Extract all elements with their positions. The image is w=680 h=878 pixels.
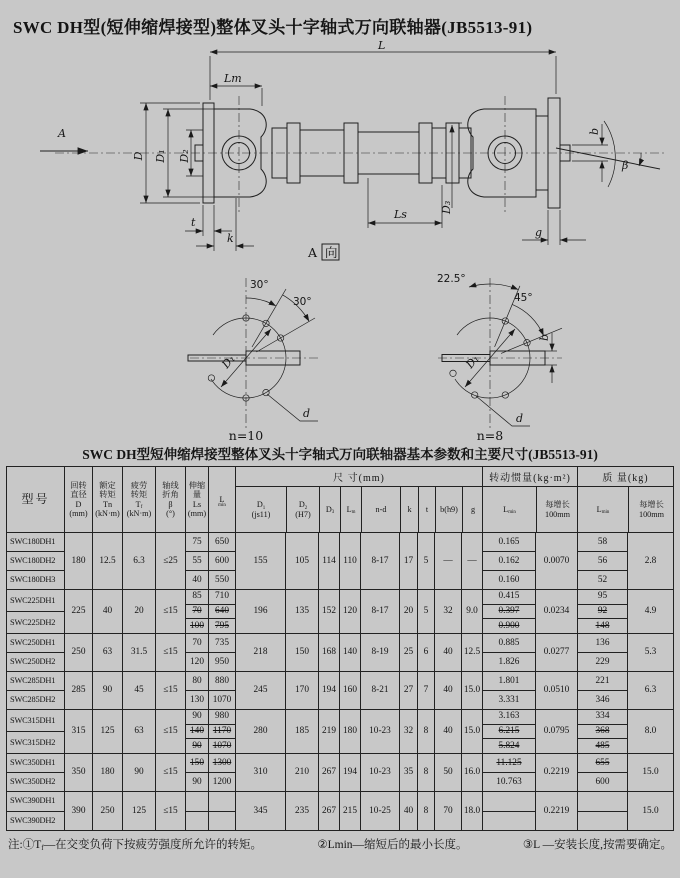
cell-Lm: 160 [339, 672, 360, 709]
cell-beta: ≤15 [155, 590, 185, 633]
col-j [482, 754, 535, 791]
cell-m100: 5.3 [627, 634, 673, 671]
sub-value: 56 [578, 551, 627, 570]
cell-g: 15.0 [461, 672, 482, 709]
sub-value: 0.885 [498, 637, 520, 648]
col-m [577, 710, 627, 753]
note-item: ③L —安装长度,按需要确定。 [522, 839, 672, 851]
cell-b: 70 [434, 792, 461, 830]
table-block [7, 634, 673, 672]
cell-b: — [434, 533, 461, 589]
cell-beta: ≤15 [155, 710, 185, 753]
sub-value: 600 [578, 772, 627, 791]
col-header: $D_1$ (js11) [251, 500, 271, 519]
col-ls [185, 533, 208, 589]
sub-value: 0.397 [483, 604, 535, 619]
cell-j100: 0.2219 [535, 754, 577, 791]
size-group [235, 467, 482, 532]
col-header: t [418, 487, 435, 532]
sub-value: 1.826 [483, 652, 535, 671]
sub-value: 90 [192, 711, 202, 722]
bolt-hole-d-label: d [303, 407, 311, 420]
sub-value: 710 [215, 591, 229, 602]
cell-D1: 280 [235, 710, 285, 753]
bolt-circle-detail-n10 [188, 278, 318, 442]
col-m [577, 590, 627, 633]
cell-m100: 6.3 [627, 672, 673, 709]
col-m [577, 672, 627, 709]
cell-D3: 267 [318, 792, 339, 830]
sub-value: 950 [209, 652, 235, 671]
col-ls [185, 672, 208, 709]
angle-45-label: 45° [514, 292, 533, 304]
col-lmin [208, 754, 235, 791]
footnote [0, 831, 680, 852]
model-name: SWC250DH1 [10, 638, 56, 648]
sub-value: 0.165 [498, 536, 520, 547]
sub-value: 130 [186, 690, 208, 709]
table-block [7, 672, 673, 710]
sub-value: 550 [209, 570, 235, 589]
cell-j100: 0.0795 [535, 710, 577, 753]
cell-D3: 168 [318, 634, 339, 671]
cell-j100: 0.0510 [535, 672, 577, 709]
cell-nd: 10-23 [360, 710, 399, 753]
sub-value: 368 [578, 724, 627, 739]
page-title: SWC DH型(短伸缩焊接型)整体叉头十字轴式万向联轴器(JB5513-91) [13, 18, 533, 37]
cell-D2: 135 [285, 590, 318, 633]
table-block [7, 533, 673, 590]
cell-t: 5 [417, 590, 434, 633]
sub-value: 346 [578, 690, 627, 709]
sub-value: 0.160 [483, 570, 535, 589]
cell-j100: 0.0070 [535, 533, 577, 589]
cell-D1: 310 [235, 754, 285, 791]
col-ls [185, 590, 208, 633]
cell-D2: 170 [285, 672, 318, 709]
sub-value: 85 [192, 591, 202, 602]
cell-D1: 345 [235, 792, 285, 830]
col-lmin [208, 792, 235, 830]
cell-k: 20 [399, 590, 417, 633]
cell-D: 350 [64, 754, 92, 791]
cell-j100: 0.0234 [535, 590, 577, 633]
col-m [577, 792, 627, 830]
sub-value [483, 792, 535, 811]
cell-beta: ≤25 [155, 533, 185, 589]
cell-D3: 152 [318, 590, 339, 633]
view-caption-xiang: 向 [325, 245, 338, 260]
sub-value: 1.801 [498, 675, 520, 686]
cell-nd: 8-17 [360, 590, 399, 633]
model-col [7, 792, 64, 830]
cell-D: 390 [64, 792, 92, 830]
cell-k: 40 [399, 792, 417, 830]
col-header: $L_{min}$ [596, 504, 610, 516]
cell-m100: 15.0 [627, 792, 673, 830]
sub-value [483, 811, 535, 831]
cell-D2: 105 [285, 533, 318, 589]
col-ls [185, 792, 208, 830]
cell-nd: 10-23 [360, 754, 399, 791]
sub-value: 95 [597, 591, 608, 602]
dim-b-label: b [588, 127, 601, 135]
cell-m100: 15.0 [627, 754, 673, 791]
view-caption-A: A [308, 245, 318, 260]
sub-value: 92 [578, 604, 627, 619]
cell-t: 6 [417, 634, 434, 671]
sub-value: 1070 [209, 690, 235, 709]
cell-Tn: 250 [92, 792, 122, 830]
bolt-count-n10: n=10 [228, 428, 264, 442]
dim-D-label: D [132, 151, 145, 161]
angle-30-1-label: 30° [250, 279, 269, 291]
cell-D: 250 [64, 634, 92, 671]
sub-value [186, 811, 208, 831]
dimensions [40, 39, 641, 260]
cell-D1: 218 [235, 634, 285, 671]
col-m [577, 533, 627, 589]
cell-Tf: 31.5 [122, 634, 155, 671]
cell-nd: 8-21 [360, 672, 399, 709]
cell-D3: 219 [318, 710, 339, 753]
col-header: $D_3$ [319, 487, 340, 532]
cell-D2: 210 [285, 754, 318, 791]
cell-D: 180 [64, 533, 92, 589]
col-j [482, 533, 535, 589]
col-header: b(h9) [435, 487, 462, 532]
sub-value: 229 [578, 652, 627, 671]
model-name: SWC390DH2 [7, 811, 64, 831]
cell-D3: 194 [318, 672, 339, 709]
col-j [482, 672, 535, 709]
dim-Lm-label: Lm [224, 72, 242, 85]
col-header: 回转 直径 D (mm) [64, 467, 92, 532]
cell-t: 5 [417, 533, 434, 589]
col-header: n-d [361, 487, 400, 532]
cell-D1: 245 [235, 672, 285, 709]
cell-D3: 267 [318, 754, 339, 791]
model-col [7, 754, 64, 791]
col-header-lmin: L $_{min}$ [208, 467, 235, 532]
model-name: SWC225DH1 [10, 595, 56, 605]
dim-g-label: g [535, 226, 543, 239]
cell-t: 8 [417, 792, 434, 830]
col-ls [185, 710, 208, 753]
sub-value: 1200 [209, 772, 235, 791]
table-block [7, 710, 673, 754]
sub-value: 11.125 [496, 757, 522, 768]
cell-nd: 10-25 [360, 792, 399, 830]
cell-m100: 8.0 [627, 710, 673, 753]
cell-Tf: 125 [122, 792, 155, 830]
sub-value: 334 [595, 711, 610, 722]
col-header: 伸缩 量 Ls (mm) [185, 467, 208, 532]
cell-g: 16.0 [461, 754, 482, 791]
sub-value [209, 792, 235, 811]
cell-g: 12.5 [461, 634, 482, 671]
col-header: 轴线 折角 β (°) [155, 467, 185, 532]
sub-value: 735 [215, 637, 229, 648]
cell-D: 315 [64, 710, 92, 753]
sub-value: 600 [209, 551, 235, 570]
sub-value: 0.900 [483, 618, 535, 633]
sub-value: 150 [190, 757, 204, 768]
cell-b: 32 [434, 590, 461, 633]
cell-g: 9.0 [461, 590, 482, 633]
model-name: SWC180DH3 [7, 570, 64, 589]
sub-value: 1170 [209, 724, 235, 739]
model-name: SWC225DH2 [7, 611, 64, 633]
angle-225-label: 22.5° [437, 273, 466, 285]
sub-value [578, 792, 627, 811]
col-ls [185, 754, 208, 791]
col-lmin [208, 533, 235, 589]
col-m [577, 754, 627, 791]
cell-k: 35 [399, 754, 417, 791]
cell-b: 50 [434, 754, 461, 791]
col-m [577, 634, 627, 671]
cell-Tn: 12.5 [92, 533, 122, 589]
sub-value: 40 [186, 570, 208, 589]
cell-beta: ≤15 [155, 634, 185, 671]
model-name: SWC350DH2 [7, 772, 64, 791]
col-j [482, 710, 535, 753]
dim-L-label: L [378, 39, 386, 52]
bolt-circle-D1-label: D₁ [463, 352, 482, 371]
articulation-line [556, 148, 660, 169]
cell-k: 25 [399, 634, 417, 671]
table-header [7, 467, 673, 533]
dim-D2-label: D₂ [178, 149, 191, 163]
table-block [7, 754, 673, 792]
dim-t-label: t [191, 216, 196, 229]
model-col [7, 710, 64, 753]
model-name: SWC315DH1 [10, 715, 56, 725]
bolt-circle-D1-label: D₁ [219, 352, 238, 371]
col-header: $L_{min}$ [503, 504, 516, 516]
sub-value: 650 [215, 536, 229, 547]
cell-Tf: 45 [122, 672, 155, 709]
table-block [7, 792, 673, 830]
sub-value [209, 811, 235, 831]
cell-Lm: 194 [339, 754, 360, 791]
cell-Tn: 180 [92, 754, 122, 791]
bolt-hole-d-label: d [516, 412, 524, 425]
dim-D3-label: D₃ [440, 200, 453, 214]
col-lmin [208, 590, 235, 633]
cell-b: 40 [434, 672, 461, 709]
swing-arc [604, 121, 615, 187]
sub-value: 80 [192, 675, 202, 686]
model-name: SWC250DH2 [7, 652, 64, 671]
col-header: $L_m$ [340, 487, 361, 532]
sub-value: 1300 [212, 757, 232, 768]
cell-k: 32 [399, 710, 417, 753]
model-name: SWC390DH1 [10, 796, 56, 806]
cell-Tf: 63 [122, 710, 155, 753]
cell-beta: ≤15 [155, 754, 185, 791]
note-item: 注$:①T_f—$在交变负荷下按疲劳强度所允许的转矩。 [8, 839, 263, 853]
inertia-group-label: 转动惯量(kg·m²) [483, 467, 577, 487]
sub-value: 3.163 [498, 711, 520, 722]
inertia-group [482, 467, 577, 532]
cell-Tn: 63 [92, 634, 122, 671]
sub-value: 640 [209, 604, 235, 619]
sub-value: 1070 [209, 738, 235, 753]
view-arrow-label: A [58, 127, 66, 140]
cell-Lm: 140 [339, 634, 360, 671]
cell-D: 285 [64, 672, 92, 709]
cell-nd: 8-17 [360, 533, 399, 589]
sub-value: 148 [578, 618, 627, 633]
sub-value: 655 [595, 757, 610, 768]
cell-g: 15.0 [461, 710, 482, 753]
model-name: SWC350DH1 [10, 758, 56, 768]
sub-value: 100 [186, 618, 208, 633]
col-j [482, 590, 535, 633]
cell-D: 225 [64, 590, 92, 633]
cell-Lm: 215 [339, 792, 360, 830]
sub-value: 52 [578, 570, 627, 589]
sub-value: 880 [215, 675, 229, 686]
sub-value [186, 792, 208, 811]
centerlines [55, 96, 665, 212]
sub-value [578, 811, 627, 831]
cell-D2: 235 [285, 792, 318, 830]
col-lmin [208, 672, 235, 709]
cell-Lm: 180 [339, 710, 360, 753]
cell-Lm: 120 [339, 590, 360, 633]
bolt-circle-detail-n8 [437, 273, 562, 442]
sub-value: 90 [186, 772, 208, 791]
sub-value: 795 [209, 618, 235, 633]
cell-j100: 0.2219 [535, 792, 577, 830]
cell-b: 40 [434, 710, 461, 753]
cell-D3: 114 [318, 533, 339, 589]
cell-t: 8 [417, 754, 434, 791]
col-lmin [208, 634, 235, 671]
cell-k: 27 [399, 672, 417, 709]
model-col [7, 634, 64, 671]
cell-g: — [461, 533, 482, 589]
bolt-count-n8: n=8 [476, 428, 504, 442]
model-col [7, 590, 64, 633]
cell-D2: 150 [285, 634, 318, 671]
col-header: $D_2$ (H7) [286, 487, 319, 532]
sub-value: 70 [192, 637, 202, 648]
cell-Tn: 90 [92, 672, 122, 709]
cell-t: 7 [417, 672, 434, 709]
sub-value: 6.215 [483, 724, 535, 739]
sub-value: 70 [186, 604, 208, 619]
key-b-label: b [538, 333, 551, 341]
col-j [482, 634, 535, 671]
model-name: SWC315DH2 [7, 731, 64, 753]
cell-beta: ≤15 [155, 672, 185, 709]
model-col [7, 533, 64, 589]
model-name: SWC180DH2 [7, 551, 64, 570]
sub-value: 0.415 [498, 591, 520, 602]
size-group-label: 尺 寸(mm) [236, 467, 482, 487]
dim-k-label: k [227, 232, 234, 245]
cell-j100: 0.0277 [535, 634, 577, 671]
model-col [7, 672, 64, 709]
cell-nd: 8-19 [360, 634, 399, 671]
cell-Tf: 90 [122, 754, 155, 791]
sub-value: 0.162 [483, 551, 535, 570]
sub-value: 140 [186, 724, 208, 739]
col-header-model: 型号 [21, 491, 50, 506]
note-item: ②Lmin—缩短后的最小长度。 [317, 839, 468, 851]
sub-value: 3.331 [483, 690, 535, 709]
model-name: SWC285DH1 [10, 676, 56, 686]
col-header: k [400, 487, 418, 532]
cell-Tn: 40 [92, 590, 122, 633]
sub-value: 120 [186, 652, 208, 671]
angle-30-2-label: 30° [293, 296, 312, 308]
col-lmin [208, 710, 235, 753]
cell-D1: 155 [235, 533, 285, 589]
parameters-table [6, 466, 674, 831]
dim-Ls-label: Ls [394, 208, 407, 221]
sub-value: 136 [595, 637, 610, 648]
cell-D2: 185 [285, 710, 318, 753]
col-header: 疲劳 转矩 $T_f$ (kN·m) [122, 467, 155, 532]
mass-group [577, 467, 673, 532]
cell-m100: 4.9 [627, 590, 673, 633]
model-name: SWC285DH2 [7, 690, 64, 709]
sub-value: 5.824 [483, 738, 535, 753]
cell-beta: ≤15 [155, 792, 185, 830]
cell-k: 17 [399, 533, 417, 589]
sub-value: 485 [578, 738, 627, 753]
cell-g: 18.0 [461, 792, 482, 830]
sub-value: 75 [192, 536, 202, 547]
sub-value: 10.763 [483, 772, 535, 791]
sub-value: 221 [595, 675, 610, 686]
cell-t: 8 [417, 710, 434, 753]
col-header: g [462, 487, 483, 532]
technical-drawing [0, 38, 680, 442]
dim-beta-label: β [622, 159, 629, 172]
col-ls [185, 634, 208, 671]
col-header: 每增长 100mm [628, 487, 674, 532]
model-name: SWC180DH1 [10, 537, 56, 547]
sub-value: 55 [186, 551, 208, 570]
sub-value: 90 [186, 738, 208, 753]
cell-m100: 2.8 [627, 533, 673, 589]
table-title: SWC DH型短伸缩焊接型整体叉头十字轴式万向联轴器基本参数和主要尺寸(JB5513-91) [82, 447, 598, 462]
cell-b: 40 [434, 634, 461, 671]
col-header: 每增长 100mm [536, 487, 578, 532]
mass-group-label: 质 量(kg) [578, 467, 673, 487]
sub-value: 980 [215, 711, 229, 722]
cell-Tn: 125 [92, 710, 122, 753]
cell-Tf: 6.3 [122, 533, 155, 589]
cell-Lm: 110 [339, 533, 360, 589]
col-header: 额定 转矩 Tn (kN·m) [92, 467, 122, 532]
cell-Tf: 20 [122, 590, 155, 633]
table-block [7, 590, 673, 634]
sub-value: 58 [597, 536, 608, 547]
cell-D1: 196 [235, 590, 285, 633]
col-j [482, 792, 535, 830]
dim-D1-label: D₁ [154, 149, 167, 163]
